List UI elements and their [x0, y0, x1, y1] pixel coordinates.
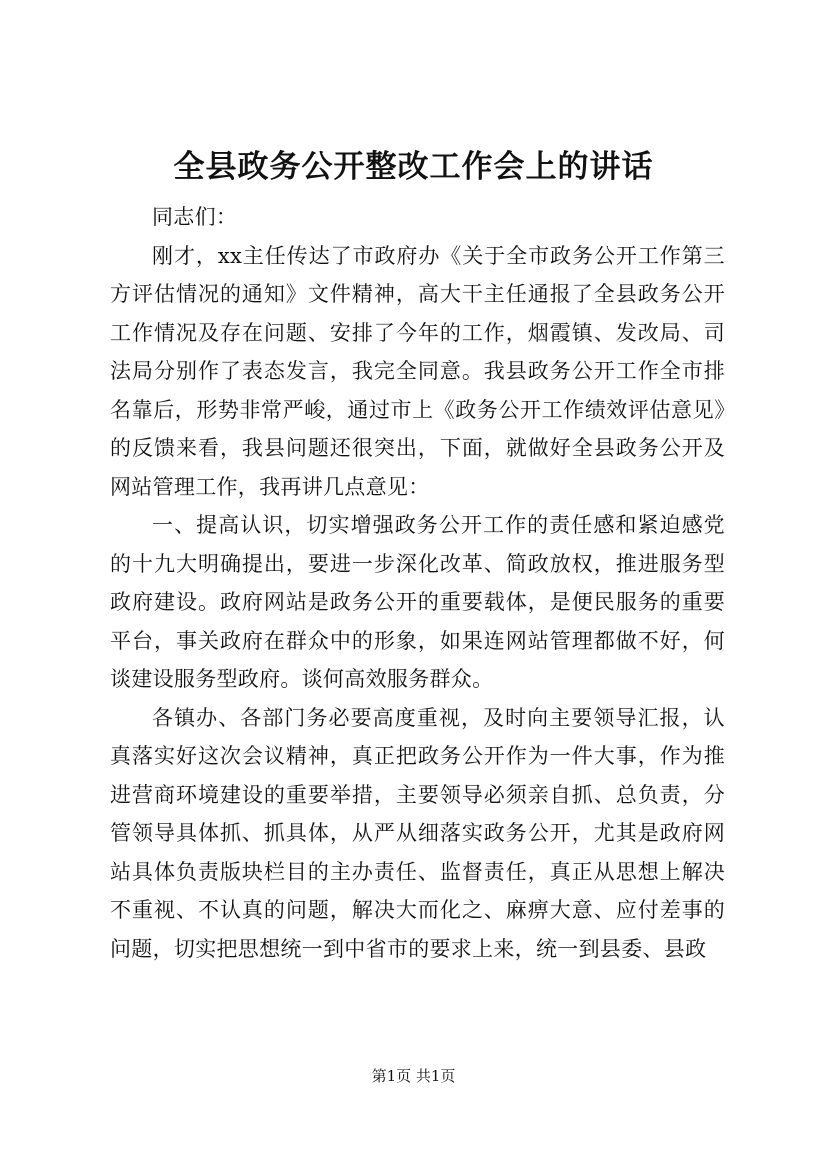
- document-body: [110, 198, 725, 968]
- body-paragraph: 各镇办、各部门务必要高度重视，及时向主要领导汇报，认真落实好这次会议精神，真正把政务公开作为一件大事，作为推进营商环境建设的重要举措，主要领导必须亲自抓、总负责，分管领导具体抓、抓具体，从严从细落实政务公开，尤其是政府网站具体负责版块栏目的主办责任、监督责任，真正从思想上解决不重视、不认真的问题，解决大而化之、麻痹大意、应付差事的问题，切实把思想统一到中省市的要求上来，统一到县委、县政: [110, 705, 725, 961]
- document-title: 全县政务公开整改工作会上的讲话: [173, 149, 654, 185]
- page-footer: 第1页 共1页: [371, 1067, 456, 1085]
- salutation-paragraph: 同志们：: [152, 205, 238, 229]
- body-paragraph: 刚才，xx主任传达了市政府办《关于全市政务公开工作第三方评估情况的通知》文件精神，高大干主任通报了全县政务公开工作情况及存在问题、安排了今年的工作，烟霞镇、发改局、司法局分别作了表态发言，我完全同意。我县政务公开工作全市排名靠后，形势非常严峻，通过市上《政务公开工作绩效评估意见》的反馈来看，我县问题还很突出，下面，就做好全县政务公开及网站管理工作，我再讲几点意见：: [110, 243, 725, 499]
- body-paragraph: 一、提高认识，切实增强政务公开工作的责任感和紧迫感党的十九大明确提出，要进一步深化改革、简政放权，推进服务型政府建设。政府网站是政务公开的重要载体，是便民服务的重要平台，事关政府在群众中的形象，如果连网站管理都做不好，何谈建设服务型政府。谈何高效服务群众。: [110, 513, 725, 691]
